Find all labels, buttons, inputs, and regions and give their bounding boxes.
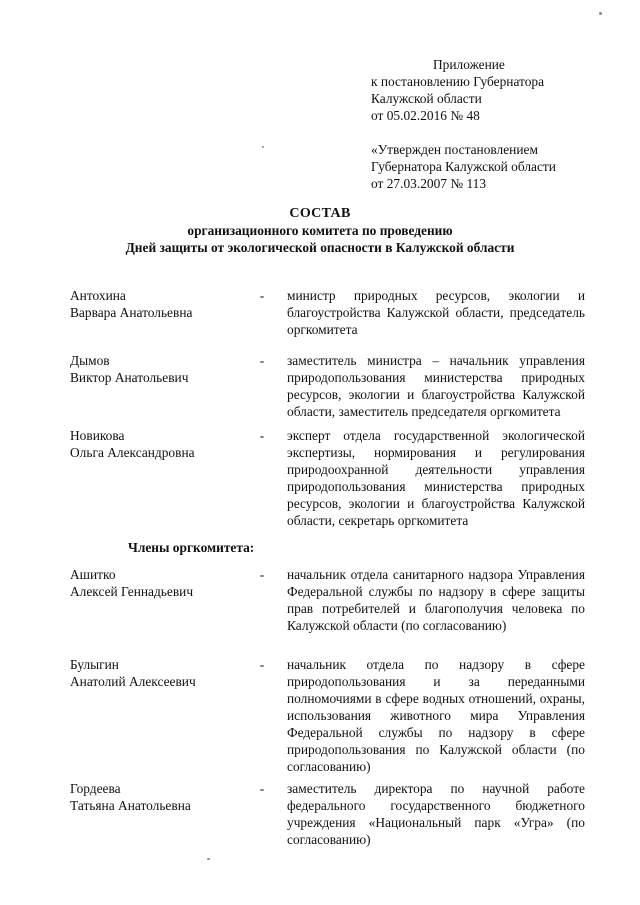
- member-given-name: Виктор Анатольевич: [70, 370, 189, 385]
- scan-speck: [599, 12, 602, 15]
- approval-line: Губернатора Калужской области: [371, 159, 556, 174]
- members-heading: Члены оргкомитета:: [128, 540, 255, 555]
- member-given-name: Ольга Александровна: [70, 445, 195, 460]
- appendix-note: [371, 56, 621, 124]
- dash-separator: -: [259, 567, 265, 582]
- member-name: [70, 656, 250, 690]
- member-surname: Булыгин: [70, 657, 119, 672]
- member-surname: Антохина: [70, 288, 126, 303]
- member-surname: Новикова: [70, 428, 125, 443]
- member-role: начальник отдела по надзору в сфере природопользования и за переданными полномочиями в сфере водных отношений, охраны, использования животного мира Управления Федеральной службы по надзору в сфере природопользования по Калужской области (по согласованию): [287, 657, 585, 774]
- dash-separator: -: [259, 288, 265, 303]
- document-subtitle: организационного комитета по проведению: [187, 223, 453, 238]
- dash-separator: -: [259, 781, 265, 796]
- member-name: [70, 427, 250, 461]
- scan-speck: [262, 146, 264, 148]
- dash-separator: -: [259, 657, 265, 672]
- member-name: [70, 352, 250, 386]
- document-subtitle: Дней защиты от экологической опасности в Калужской области: [125, 240, 515, 255]
- appendix-line: Приложение: [433, 57, 505, 72]
- approval-line: «Утвержден постановлением: [371, 142, 538, 157]
- appendix-line: к постановлению Губернатора: [371, 74, 545, 89]
- dash-separator: -: [259, 353, 265, 368]
- document-title: СОСТАВ: [289, 206, 351, 221]
- approval-note: [371, 141, 621, 192]
- member-given-name: Алексей Геннадьевич: [70, 584, 194, 599]
- member-role: министр природных ресурсов, экологии и благоустройства Калужской области, председатель оргкомитета: [287, 288, 585, 337]
- member-role: заместитель министра – начальник управления природопользования министерства природных ресурсов, экологии и благоустройства Калужской области, заместитель председателя оргкомитета: [287, 353, 585, 419]
- dash-separator: -: [259, 428, 265, 443]
- approval-line: от 27.03.2007 № 113: [371, 176, 487, 191]
- member-role: заместитель директора по научной работе федерального государственного бюджетного учреждения «Национальный парк «Угра» (по согласованию): [287, 781, 585, 847]
- member-role: эксперт отдела государственной экологической экспертизы, нормирования и регулирования природоохранной деятельности управления природопользования министерства природных ресурсов, экологии и благоустройства Калужской области, секретарь оргкомитета: [287, 428, 585, 528]
- member-name: [70, 566, 250, 600]
- member-surname: Гордеева: [70, 781, 121, 796]
- member-given-name: Анатолий Алексеевич: [70, 674, 196, 689]
- member-name: [70, 780, 250, 814]
- member-surname: Ашитко: [70, 567, 116, 582]
- member-surname: Дымов: [70, 353, 110, 368]
- appendix-line: от 05.02.2016 № 48: [371, 108, 480, 123]
- member-given-name: Татьяна Анатольевна: [70, 798, 191, 813]
- member-given-name: Варвара Анатольевна: [70, 305, 193, 320]
- member-role: начальник отдела санитарного надзора Управления Федеральной службы по надзору в сфере защиты прав потребителей и благополучия человека по Калужской области (по согласованию): [287, 567, 585, 633]
- appendix-line: Калужской области: [371, 91, 482, 106]
- scan-speck: [207, 858, 210, 860]
- member-name: [70, 287, 250, 321]
